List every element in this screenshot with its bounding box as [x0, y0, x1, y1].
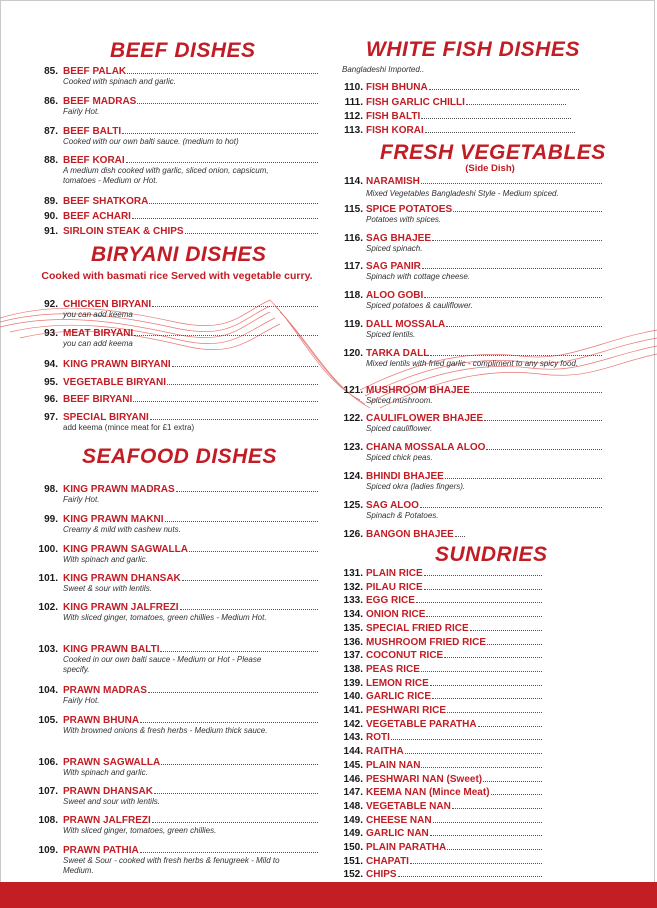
item-number: 143.	[343, 732, 363, 744]
item-name: CHIPS	[366, 869, 397, 881]
item-number: 106.	[38, 757, 58, 768]
item-description: Potatoes with spices.	[366, 215, 442, 224]
item-description: Spinach with cottage cheese.	[366, 272, 471, 281]
menu-item-105	[36, 713, 318, 736]
item-description: you can add keema	[63, 339, 133, 348]
item-description: Cooked in our own balti sauce - Medium or Hot - Please specify.	[63, 655, 262, 674]
item-number: 118.	[344, 290, 363, 301]
menu-item-118	[340, 288, 602, 311]
sundry-item	[340, 826, 542, 838]
item-name: VEGETABLE PARATHA	[366, 718, 477, 730]
item-description: With sliced ginger, tomatoes, green chillies.	[63, 826, 217, 835]
menu-item-123	[340, 440, 602, 463]
item-description: Mixed lentils with fried garlic - compliment to any spicy food.	[366, 359, 579, 368]
item-name: PRAWN SAGWALLA	[63, 757, 161, 768]
item-number: 147.	[343, 787, 363, 799]
item-number: 111.	[344, 97, 363, 108]
item-description: Sweet & sour with lentils.	[63, 584, 152, 593]
menu-item-91	[36, 224, 318, 236]
item-number: 100.	[38, 544, 58, 555]
item-description: Spinach & Potatoes.	[366, 511, 439, 520]
item-number: 121.	[343, 385, 363, 396]
menu-item-107	[36, 784, 318, 807]
item-description: With spinach and garlic.	[63, 555, 148, 564]
item-number: 150.	[343, 842, 363, 853]
item-name: KING PRAWN MAKNI	[63, 514, 164, 525]
item-name: PRAWN DHANSAK	[63, 786, 153, 797]
sundry-item	[340, 799, 542, 811]
sundries-heading: SUNDRIES	[435, 543, 548, 566]
menu-item-109	[36, 843, 318, 876]
item-number: 93.	[44, 328, 58, 339]
item-name: PLAIN RICE	[366, 568, 423, 579]
item-description: Fairly Hot.	[63, 107, 100, 116]
item-name: BEEF KORAI	[63, 155, 125, 166]
item-description: Cooked with spinach and garlic.	[63, 77, 176, 86]
menu-item-114	[340, 174, 602, 199]
item-number: 104.	[38, 685, 58, 696]
item-number: 126.	[343, 529, 363, 540]
item-name: KING PRAWN SAGWALLA	[63, 544, 188, 555]
item-name: BEEF MADRAS	[63, 96, 137, 107]
item-name: BANGON BHAJEE	[366, 529, 454, 540]
item-number: 108.	[38, 815, 58, 826]
item-number: 107.	[38, 786, 58, 797]
item-number: 97.	[44, 412, 58, 423]
menu-item-96	[36, 392, 318, 404]
item-name: CHANA MOSSALA ALOO	[366, 442, 486, 453]
item-number: 135.	[343, 622, 363, 634]
item-name: SAG BHAJEE	[366, 233, 432, 244]
item-name: PILAU RICE	[366, 581, 423, 593]
sundry-item	[340, 635, 542, 647]
item-number: 146.	[343, 773, 363, 785]
item-number: 149.	[343, 814, 363, 826]
menu-item-110	[340, 80, 602, 92]
item-number: 117.	[344, 261, 363, 272]
footer-bar	[0, 882, 657, 908]
menu-item-106	[36, 755, 318, 778]
menu-item-116	[340, 231, 602, 254]
item-number: 141.	[343, 705, 363, 716]
sundry-item	[340, 854, 542, 866]
menu-item-94	[36, 357, 318, 369]
item-number: 139.	[343, 677, 363, 689]
item-description: With sliced ginger, tomatoes, green chillies - Medium Hot.	[63, 613, 267, 622]
sundry-item	[340, 772, 542, 784]
item-name: VEGETABLE BIRYANI	[63, 377, 166, 388]
item-name: BEEF SHATKORA	[63, 196, 149, 207]
sundry-item	[340, 689, 542, 701]
seafood-dishes-heading: SEAFOOD DISHES	[82, 445, 277, 468]
menu-item-124	[340, 469, 602, 492]
item-number: 86.	[44, 96, 58, 107]
menu-item-92	[36, 297, 318, 320]
item-number: 123.	[343, 442, 363, 453]
item-number: 95.	[44, 377, 58, 388]
item-name: GARLIC NAN	[366, 828, 429, 840]
item-number: 102.	[38, 602, 58, 613]
item-name: EGG RICE	[366, 595, 415, 607]
sundry-item	[340, 648, 542, 660]
item-number: 114.	[344, 176, 363, 187]
menu-item-117	[340, 259, 602, 282]
menu-item-93	[36, 326, 318, 349]
item-number: 124.	[343, 471, 363, 482]
menu-item-119	[340, 317, 602, 340]
item-number: 105.	[38, 715, 58, 726]
item-description: add keema (mince meat for £1 extra)	[63, 423, 195, 432]
item-name: KING PRAWN BALTI	[63, 644, 160, 655]
item-name: KING PRAWN MADRAS	[63, 484, 175, 495]
item-name: KING PRAWN DHANSAK	[63, 573, 181, 584]
item-number: 134.	[343, 609, 363, 621]
item-number: 85.	[44, 66, 58, 77]
menu-item-108	[36, 813, 318, 836]
item-name: KING PRAWN BIRYANI	[63, 359, 171, 370]
item-name: PRAWN MADRAS	[63, 685, 147, 696]
item-name: PEAS RICE	[366, 663, 420, 675]
item-description: Spiced okra (ladies fingers).	[366, 482, 466, 491]
item-name: ALOO GOBI	[366, 290, 424, 301]
item-description: With browned onions & fresh herbs - Medium thick sauce.	[63, 726, 268, 735]
item-name: MUSHROOM FRIED RICE	[366, 636, 486, 648]
item-name: COCONUT RICE	[366, 650, 444, 662]
menu-item-98	[36, 482, 318, 505]
menu-item-101	[36, 571, 318, 594]
item-number: 145.	[343, 759, 363, 771]
item-name: RAITHA	[366, 746, 404, 758]
item-number: 138.	[343, 663, 363, 675]
item-description: Creamy & mild with cashew nuts.	[63, 525, 181, 534]
menu-item-115	[340, 202, 602, 225]
item-number: 151.	[343, 855, 363, 867]
menu-item-89	[36, 194, 318, 206]
item-description: A medium dish cooked with garlic, sliced onion, capsicum, tomatoes - Medium or Hot.	[63, 166, 269, 185]
item-number: 92.	[44, 299, 58, 310]
item-number: 112.	[344, 111, 363, 122]
item-number: 120.	[343, 348, 363, 359]
menu-item-125	[340, 498, 602, 521]
menu-item-86	[36, 94, 318, 117]
menu-item-111	[340, 95, 602, 107]
item-name: ROTI	[366, 732, 390, 744]
item-name: PRAWN JALFREZI	[63, 815, 151, 826]
sundry-item	[340, 621, 542, 633]
item-name: PESHWARI NAN (Sweet)	[366, 773, 483, 785]
item-description: Fairly Hot.	[63, 495, 100, 504]
item-number: 91.	[44, 226, 58, 237]
menu-item-87	[36, 124, 318, 147]
item-description: Fairly Hot.	[63, 696, 100, 705]
item-description: Cooked with our own balti sauce. (medium to hot)	[63, 137, 239, 146]
item-description: Sweet & Sour - cooked with fresh herbs & fenugreek - Mild to Medium.	[63, 856, 280, 875]
item-number: 131.	[343, 568, 363, 579]
sundry-item	[340, 758, 542, 770]
item-number: 99.	[44, 514, 58, 525]
menu-item-120	[340, 346, 602, 369]
white-fish-dishes-heading: WHITE FISH DISHES	[366, 38, 580, 61]
menu-item-95	[36, 375, 318, 387]
sundry-item	[340, 744, 542, 756]
white-fish-note: Bangladeshi Imported..	[342, 65, 425, 74]
item-name: CHICKEN BIRYANI	[63, 299, 152, 310]
menu-item-85	[36, 64, 318, 87]
item-name: FISH KORAI	[366, 125, 424, 136]
item-name: BHINDI BHAJEE	[366, 471, 444, 482]
item-name: SPECIAL BIRYANI	[63, 412, 149, 423]
item-name: KEEMA NAN (Mince Meat)	[366, 787, 490, 799]
item-description: Sweet and sour with lentils.	[63, 797, 160, 806]
item-name: KING PRAWN JALFREZI	[63, 602, 179, 613]
item-number: 103.	[38, 644, 58, 655]
sundry-item	[340, 867, 542, 879]
item-name: MUSHROOM BHAJEE	[366, 385, 470, 396]
item-name: SAG ALOO	[366, 500, 419, 511]
item-number: 132.	[343, 581, 363, 593]
item-description: Spiced lentils.	[366, 330, 416, 339]
item-name: CHEESE NAN	[366, 814, 432, 826]
item-number: 137.	[343, 650, 363, 662]
sundry-item	[340, 566, 542, 578]
item-number: 133.	[343, 595, 363, 607]
menu-item-103	[36, 642, 318, 675]
biryani-subtitle: Cooked with basmati rice Served with vegetable curry.	[41, 270, 313, 282]
sundry-item	[340, 785, 542, 797]
item-name: PRAWN PATHIA	[63, 845, 139, 856]
item-name: CAULIFLOWER BHAJEE	[366, 413, 484, 424]
item-number: 136.	[343, 636, 363, 648]
sundry-item	[340, 717, 542, 729]
menu-item-121	[340, 383, 602, 406]
item-number: 140.	[343, 691, 363, 703]
item-name: PLAIN PARATHA	[366, 842, 447, 853]
menu-item-100	[36, 542, 318, 565]
item-description: Spiced chick peas.	[366, 453, 433, 462]
menu-item-102	[36, 600, 318, 623]
sundry-item	[340, 813, 542, 825]
item-number: 115.	[344, 204, 363, 215]
item-number: 148.	[343, 800, 363, 812]
item-description: Spiced potatoes & cauliflower.	[366, 301, 473, 310]
sundry-item	[340, 730, 542, 742]
item-name: CHAPATI	[366, 855, 409, 867]
sundry-item	[340, 593, 542, 605]
menu-item-122	[340, 411, 602, 434]
item-name: GARLIC RICE	[366, 691, 431, 703]
item-name: PRAWN BHUNA	[63, 715, 140, 726]
item-number: 125.	[343, 500, 363, 511]
item-description: Spiced spinach.	[366, 244, 423, 253]
item-number: 149.	[343, 828, 363, 840]
menu-item-112	[340, 109, 602, 121]
item-number: 113.	[344, 125, 363, 136]
item-name: BEEF ACHARI	[63, 211, 131, 222]
item-name: SPECIAL FRIED RICE	[366, 622, 469, 634]
item-number: 90.	[44, 211, 58, 222]
sundry-item	[340, 580, 542, 592]
menu-item-90	[36, 209, 318, 221]
item-name: BEEF BIRYANI	[63, 394, 133, 405]
item-number: 89.	[44, 196, 58, 207]
item-name: LEMON RICE	[366, 677, 429, 689]
item-name: PLAIN NAN	[366, 759, 421, 771]
item-name: BEEF BALTI	[63, 126, 122, 137]
item-number: 88.	[44, 155, 58, 166]
item-number: 98.	[44, 484, 58, 495]
menu-item-104	[36, 683, 318, 706]
sundry-item	[340, 662, 542, 674]
sundry-item	[340, 676, 542, 688]
item-number: 110.	[344, 82, 363, 93]
item-number: 122.	[343, 413, 363, 424]
item-name: SAG PANIR	[366, 261, 421, 272]
item-name: FISH GARLIC CHILLI	[366, 97, 465, 108]
item-name: FISH BHUNA	[366, 82, 428, 93]
beef-dishes-heading: BEEF DISHES	[110, 39, 256, 62]
biryani-dishes-heading: BIRYANI DISHES	[91, 243, 267, 266]
item-number: 116.	[344, 233, 363, 244]
item-name: NARAMISH	[366, 176, 420, 187]
item-number: 94.	[44, 359, 58, 370]
item-name: SIRLOIN STEAK & CHIPS	[63, 226, 184, 237]
item-number: 101.	[38, 573, 58, 584]
item-name: DALL MOSSALA	[366, 319, 446, 330]
sundry-item	[340, 703, 542, 715]
item-name: FISH BALTI	[366, 111, 421, 122]
item-number: 96.	[44, 394, 58, 405]
item-name: VEGETABLE NAN	[366, 800, 451, 812]
item-name: MEAT BIRYANI	[63, 328, 134, 339]
menu-item-88	[36, 153, 318, 186]
item-number: 87.	[44, 126, 58, 137]
menu-item-126	[340, 527, 602, 539]
item-number: 152.	[343, 869, 363, 881]
item-description: Spiced cauliflower.	[366, 424, 433, 433]
sundry-item	[340, 607, 542, 619]
vegetables-subtitle: (Side Dish)	[465, 163, 515, 174]
item-number: 119.	[344, 319, 363, 330]
item-name: PESHWARI RICE	[366, 705, 447, 716]
item-number: 144.	[343, 746, 363, 758]
item-name: SPICE POTATOES	[366, 204, 453, 215]
item-name: TARKA DALL	[366, 348, 430, 359]
item-description: you can add keema	[63, 310, 133, 319]
sundry-item	[340, 840, 542, 852]
fresh-vegetables-heading: FRESH VEGETABLES	[380, 141, 606, 164]
item-description: With spinach and garlic.	[63, 768, 148, 777]
menu-item-97	[36, 410, 318, 433]
item-name: ONION RICE	[366, 609, 426, 621]
item-number: 109.	[38, 845, 58, 856]
menu-item-99	[36, 512, 318, 535]
item-description: Mixed Vegetables Bangladeshi Style - Medium spiced.	[366, 189, 559, 198]
item-number: 142.	[343, 718, 363, 730]
item-name: BEEF PALAK	[63, 66, 127, 77]
menu-item-113	[340, 123, 602, 135]
item-description: Spiced mushroom.	[366, 396, 433, 405]
